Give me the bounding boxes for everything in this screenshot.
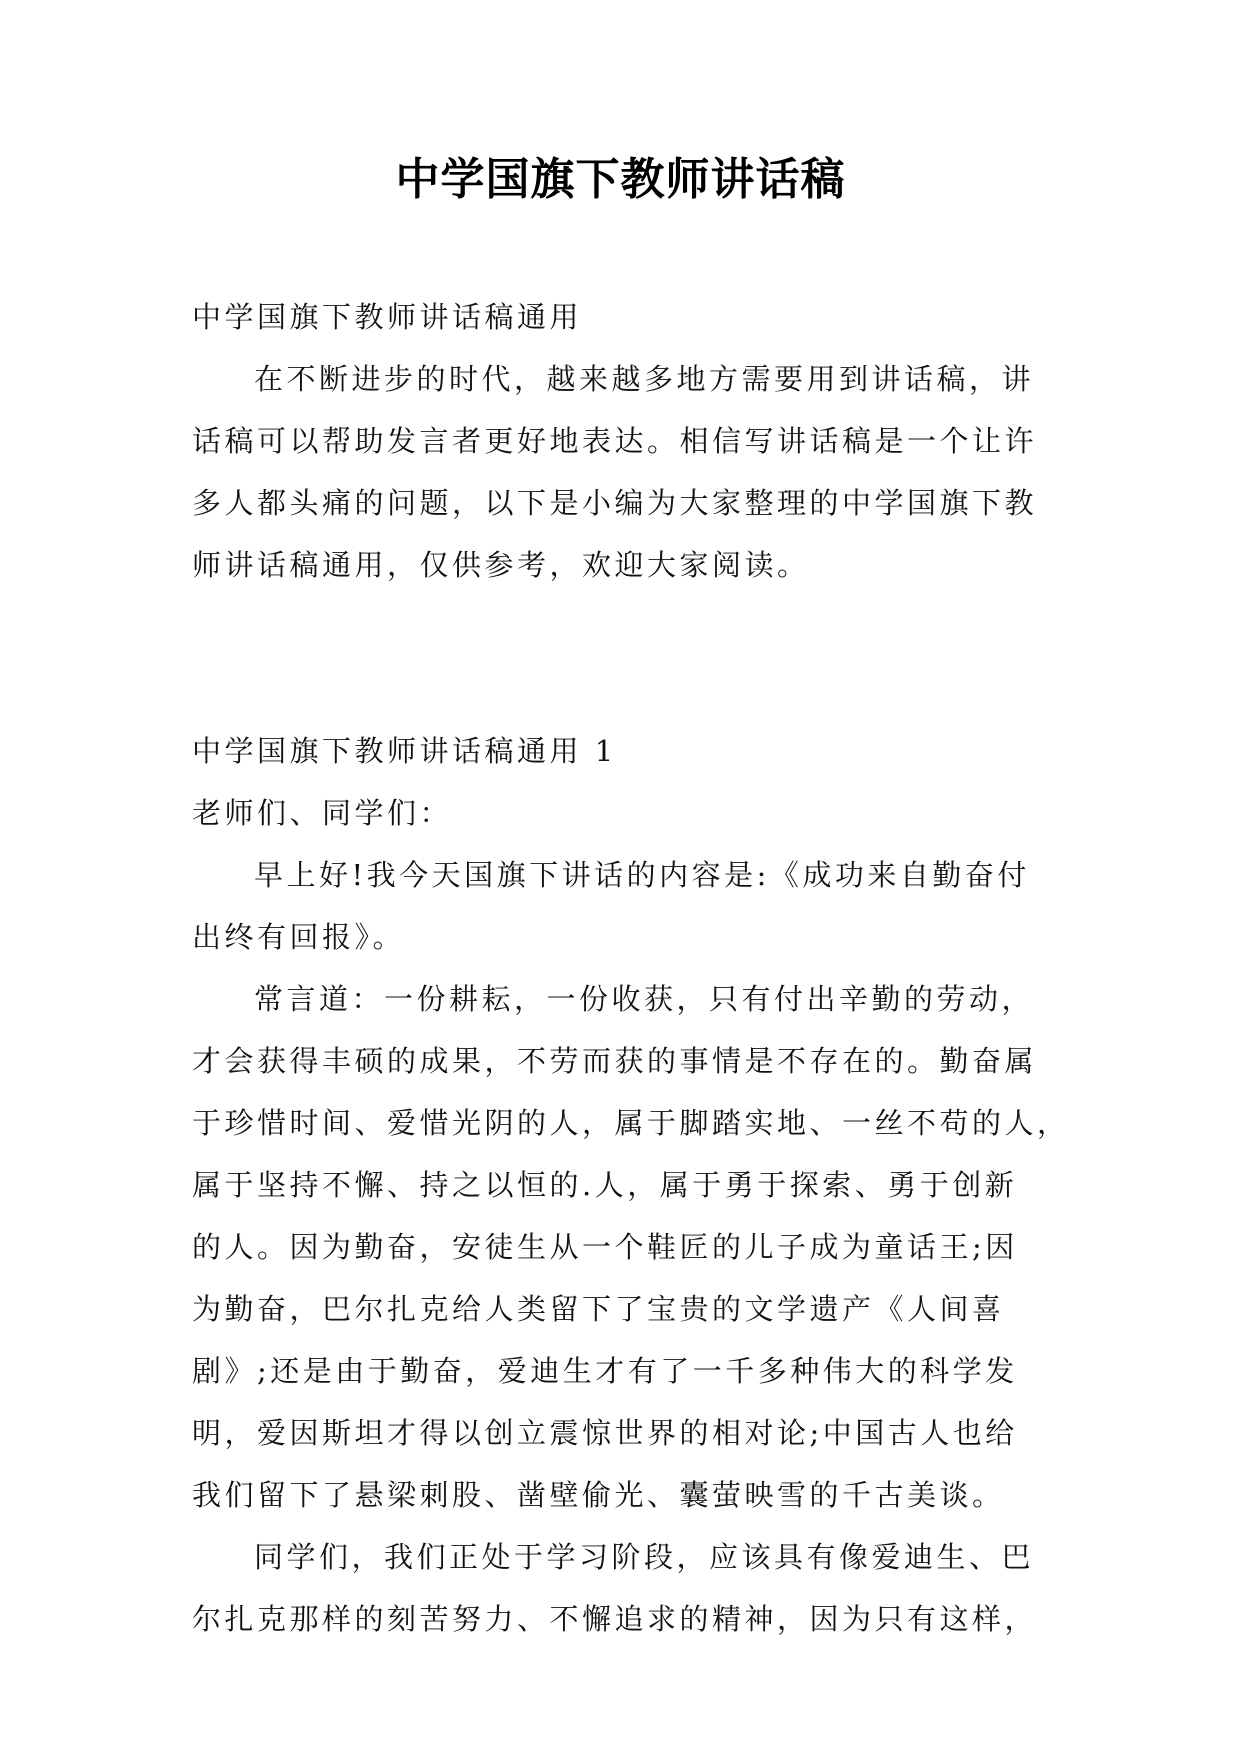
paragraph-line: 出终有回报》。 (192, 920, 406, 954)
paragraph-3 (192, 1526, 1064, 1650)
paragraph-line: 属于坚持不懈、持之以恒的.人，属于勇于探索、勇于创新 (192, 1168, 1018, 1202)
document-body (192, 286, 1070, 1650)
paragraph-line: 我们留下了悬梁刺股、凿壁偷光、囊萤映雪的千古美谈。 (192, 1478, 1005, 1512)
paragraph-line: 师讲话稿通用，仅供参考，欢迎大家阅读。 (192, 548, 810, 582)
document-subtitle: 中学国旗下教师讲话稿通用 (192, 300, 583, 334)
greeting: 老师们、同学们： (192, 796, 453, 830)
paragraph-line: 话稿可以帮助发言者更好地表达。相信写讲话稿是一个让许 (192, 424, 1038, 458)
paragraph-2 (192, 968, 1070, 1526)
paragraph-line: 同学们，我们正处于学习阶段，应该具有像爱迪生、巴 (254, 1540, 1035, 1574)
paragraph-line: 剧》;还是由于勤奋，爱迪生才有了一千多种伟大的科学发 (192, 1354, 1018, 1388)
paragraph-line: 常言道：一份耕耘，一份收获，只有付出辛勤的劳动， (254, 982, 1035, 1016)
paragraph-line: 在不断进步的时代，越来越多地方需要用到讲话稿，讲 (254, 362, 1035, 396)
paragraph-line: 尔扎克那样的刻苦努力、不懈追求的精神，因为只有这样， (192, 1602, 1038, 1636)
paragraph-line: 多人都头痛的问题，以下是小编为大家整理的中学国旗下教 (192, 486, 1038, 520)
paragraph-line: 才会获得丰硕的成果，不劳而获的事情是不存在的。勤奋属 (192, 1044, 1038, 1078)
paragraph-line: 为勤奋，巴尔扎克给人类留下了宝贵的文学遗产《人间喜 (192, 1292, 1005, 1326)
paragraph-line: 于珍惜时间、爱惜光阴的人，属于脚踏实地、一丝不苟的人， (192, 1106, 1070, 1140)
intro-paragraph (192, 348, 1064, 596)
document-title: 中学国旗下教师讲话稿 (395, 154, 846, 205)
paragraph-line: 早上好!我今天国旗下讲话的内容是:《成功来自勤奋付 (254, 858, 1030, 892)
section-heading: 中学国旗下教师讲话稿通用 1 (192, 734, 617, 768)
paragraph-line: 的人。因为勤奋，安徒生从一个鞋匠的儿子成为童话王;因 (192, 1230, 1018, 1264)
paragraph-1 (192, 844, 1064, 968)
paragraph-line: 明，爱因斯坦才得以创立震惊世界的相对论;中国古人也给 (192, 1416, 1018, 1450)
section-gap (192, 596, 1064, 720)
